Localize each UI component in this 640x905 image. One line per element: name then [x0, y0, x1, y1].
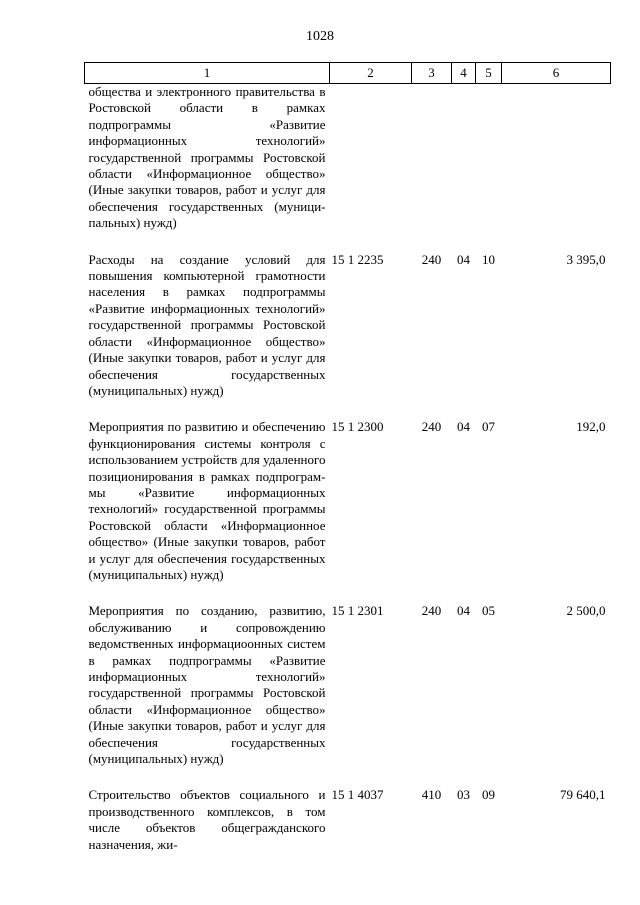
- row-description: общества и электронного правительства в Ростовской области в рамках подпрограммы «Развитие информационных технологий» государственной программы Ростовской области «Информационное общество» (Иные закупки товаров, работ и услуг для обеспечения государственных (муниципальных) нужд): [88, 84, 326, 231]
- row-section: 03: [457, 787, 470, 803]
- row-subsection: 09: [482, 787, 495, 803]
- row-expense-type: 240: [421, 419, 442, 435]
- row-subsection: 05: [482, 603, 495, 619]
- row-expense-type: [412, 84, 452, 232]
- row-expense-type: 240: [421, 251, 442, 267]
- row-target-code: [330, 84, 412, 232]
- row-target-code: 15 1 4037: [331, 787, 384, 803]
- table-row: [85, 84, 611, 232]
- table-row: [85, 787, 611, 853]
- column-header-6: 6: [502, 63, 611, 84]
- column-header-4: 4: [452, 63, 476, 84]
- row-spacer: [85, 583, 611, 603]
- row-description: Строительство объектов социального и производственного комплексов, в том числе объектов общегражданского назначения, жи-: [88, 787, 326, 852]
- row-section: 04: [457, 419, 470, 435]
- column-header-2: 2: [330, 63, 412, 84]
- row-expense-type: 410: [421, 787, 442, 803]
- column-header-5: 5: [476, 63, 502, 84]
- row-target-code: 15 1 2235: [331, 251, 384, 267]
- row-description: Мероприятия по созданию, развитию, обслуживанию и сопровождению ведомственных информациоонных систем в рамках подпрограммы «Развитие информационных технологий» государственной программы Ростовской области «Информационное общество» (Иные закупки товаров, работ и услуг для обеспечения государственных (муниципальных) нужд): [88, 603, 326, 767]
- row-amount: 3 395,0: [566, 251, 606, 267]
- row-description: Мероприятия по развитию и обеспечению функционирования системы контроля с использованием устройств для удаленного позиционирования в рамках подпрограммы «Развитие информационных технологий» государственной программы Ростовской области «Информационное общество» (Иные закупки товаров, работ и услуг для обеспечения государственных (муниципальных) нужд): [88, 419, 326, 582]
- table-header-row: [85, 63, 611, 84]
- row-spacer: [85, 767, 611, 787]
- table-row: [85, 603, 611, 767]
- row-spacer: [85, 399, 611, 419]
- row-section: [452, 84, 476, 232]
- row-subsection: [476, 84, 502, 232]
- row-amount: 192,0: [576, 419, 606, 435]
- row-expense-type: 240: [421, 603, 442, 619]
- table-row: [85, 252, 611, 400]
- row-description: Расходы на создание условий для повышения компьютерной грамотности населения в рамках подпрограммы «Развитие информационных технологий» государственной программы Ростовской области «Информационное общество» (Иные закупки товаров, работ и услуг для обеспечения государственных (муниципальных) нужд): [88, 251, 326, 398]
- table-row: [85, 419, 611, 583]
- row-section: 04: [457, 603, 470, 619]
- row-amount: 2 500,0: [566, 603, 606, 619]
- column-header-1: 1: [85, 63, 330, 84]
- row-amount: [502, 84, 611, 232]
- row-subsection: 07: [482, 419, 495, 435]
- row-spacer: [85, 232, 611, 252]
- budget-table: [84, 62, 611, 853]
- row-section: 04: [457, 251, 470, 267]
- row-subsection: 10: [482, 251, 495, 267]
- row-amount: 79 640,1: [560, 787, 606, 803]
- column-header-3: 3: [412, 63, 452, 84]
- row-target-code: 15 1 2300: [331, 419, 384, 435]
- page-number: 1028: [306, 29, 334, 44]
- row-target-code: 15 1 2301: [331, 603, 384, 619]
